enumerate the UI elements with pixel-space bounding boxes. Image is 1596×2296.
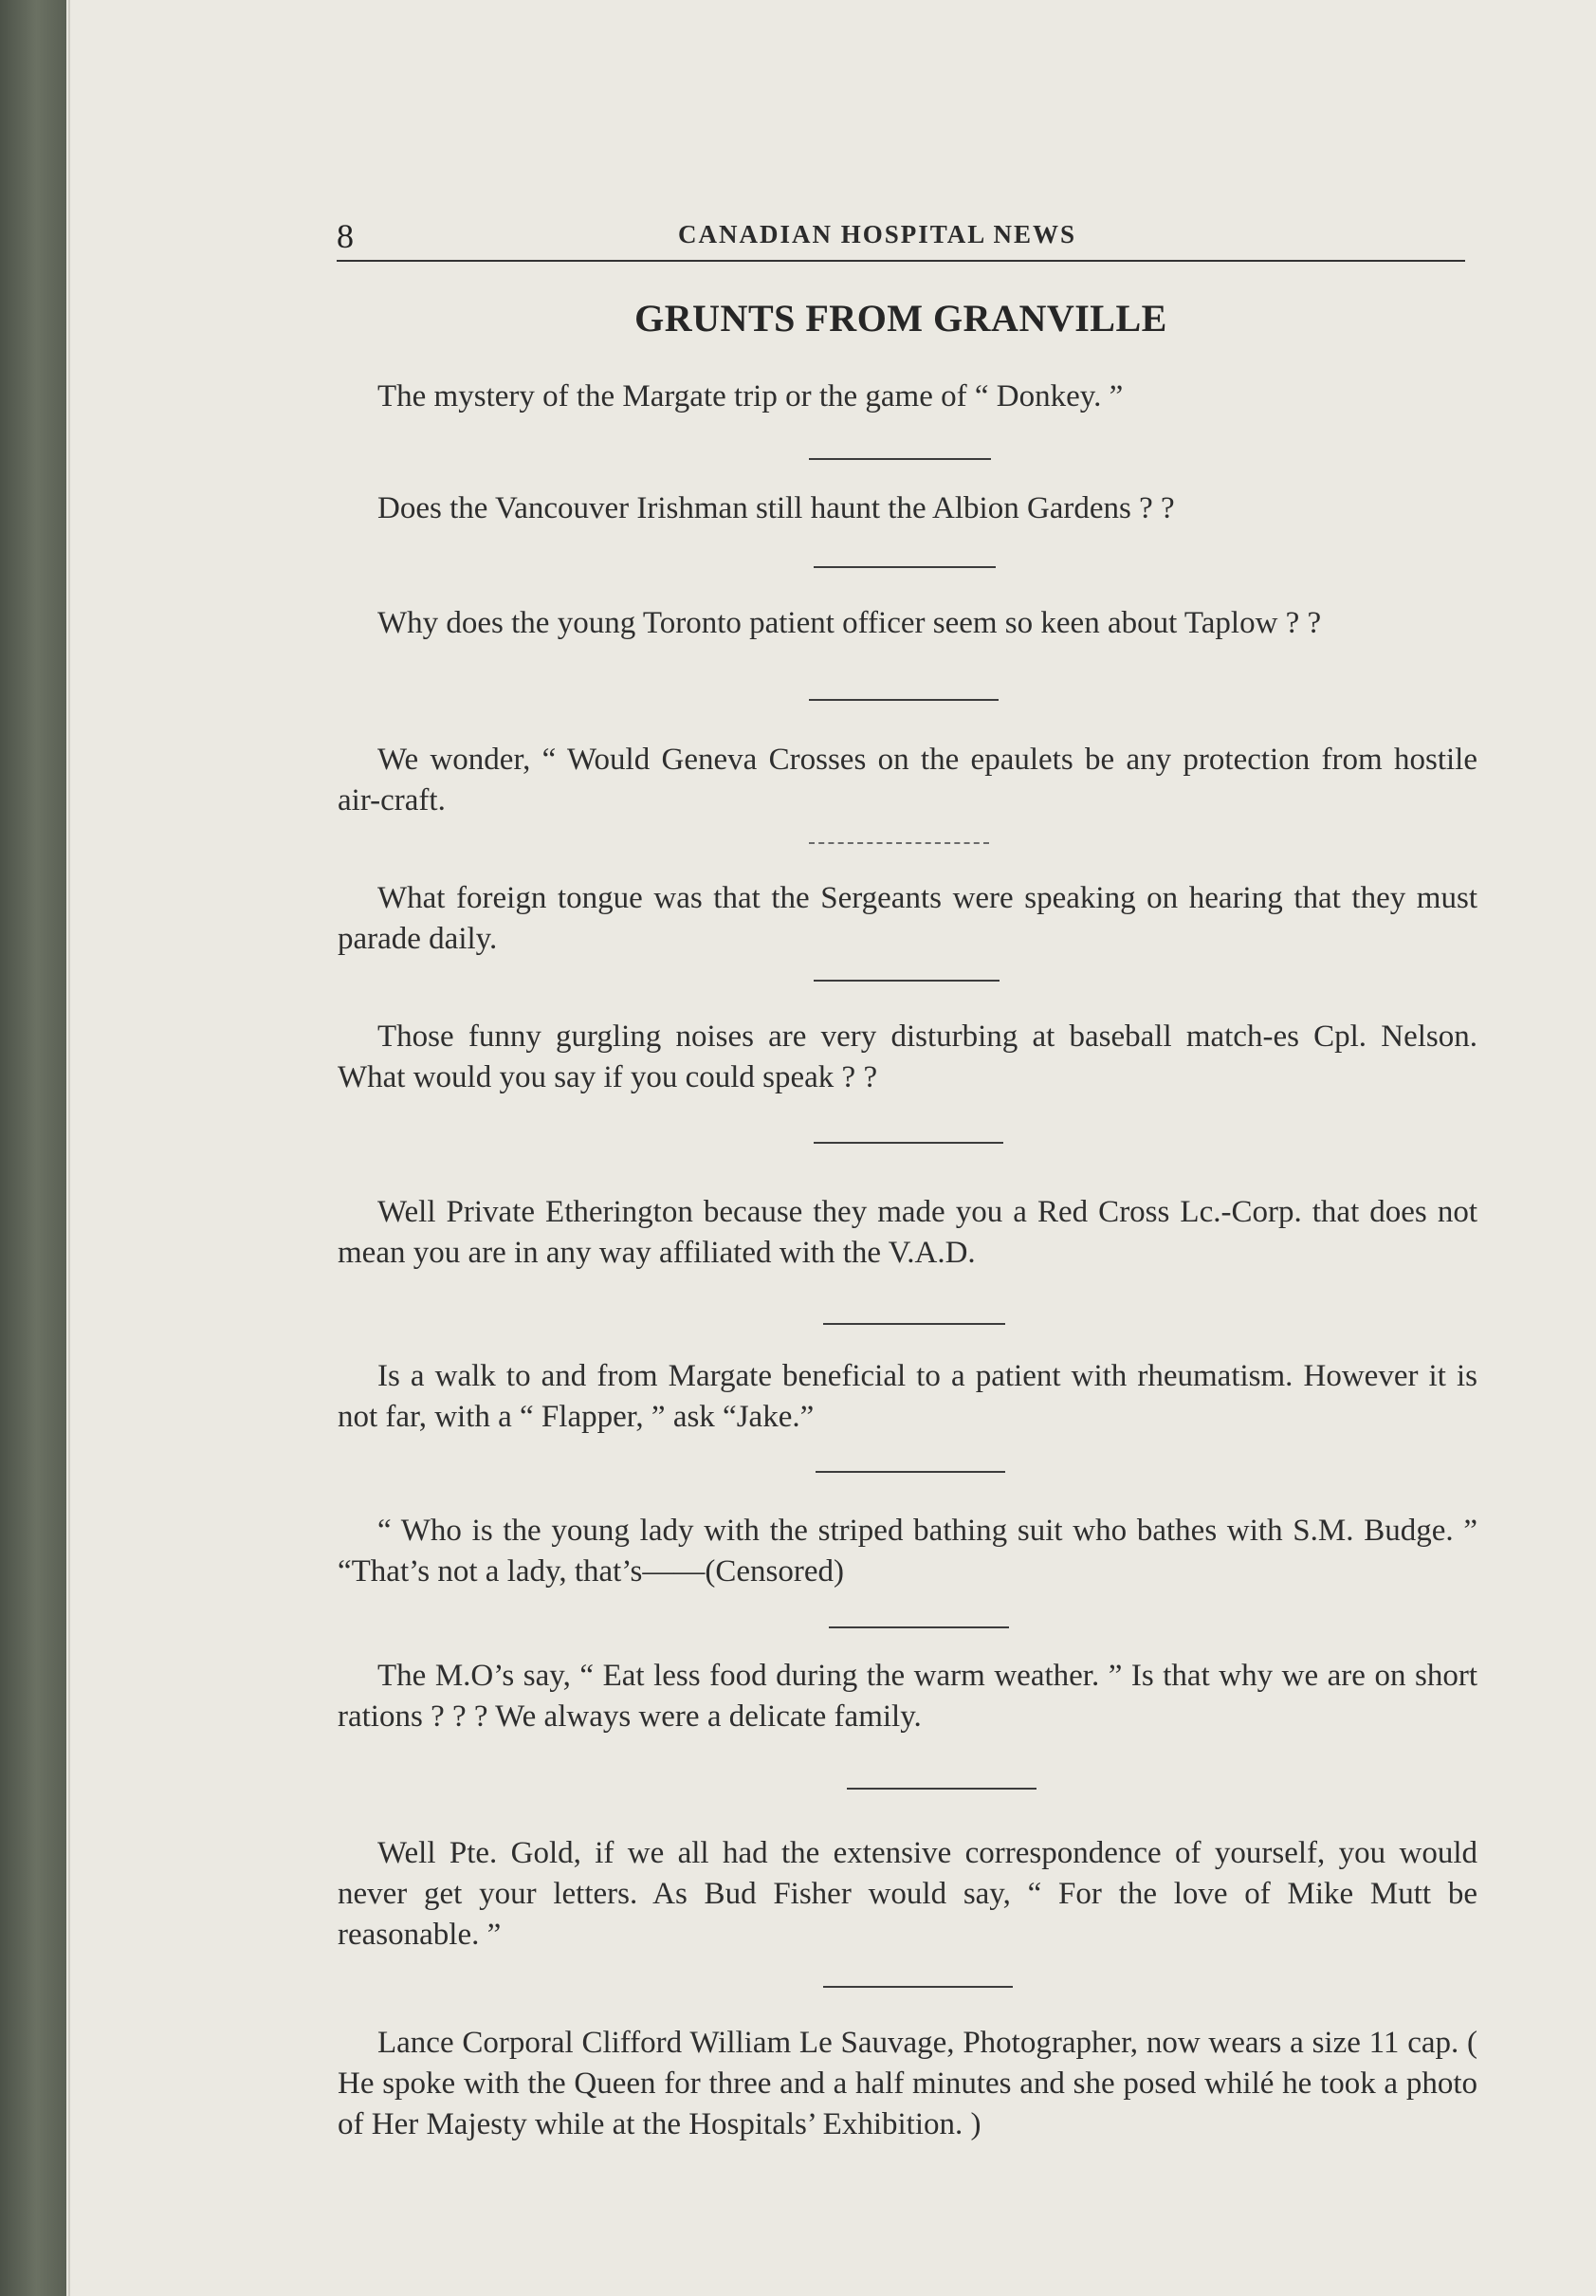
paragraph: The M.O’s say, “ Eat less food during the warm weather. ” Is that why we are on short rations ? ? ? We always were a delicate family. [338,1659,1477,1734]
page-number: 8 [337,217,354,255]
paragraph: Lance Corporal Clifford William Le Sauvage, Photographer, now wears a size 11 cap. ( He spoke with the Queen for three and a half minutes and she posed whilé he took a photo of Her Majesty while at the Hospitals’ Exhibition. ) [338,2026,1477,2141]
paragraph: What foreign tongue was that the Sergeants were speaking on hearing that they must parade daily. [338,881,1477,956]
divider [814,1142,1003,1144]
paragraph: Well Pte. Gold, if we all had the extensive correspondence of yourself, you would never get your letters. As Bud Fisher would say, “ For the love of Mike Mutt be reasonable. ” [338,1836,1477,1952]
paragraph: Why does the young Toronto patient officer seem so keen about Taplow ? ? [377,606,1322,640]
book-binding [0,0,66,2296]
divider [829,1626,1009,1628]
divider [809,458,991,460]
paragraph: Those funny gurgling noises are very disturbing at baseball match-es Cpl. Nelson. What would you say if you could speak ? ? [338,1019,1477,1094]
divider [823,1986,1013,1988]
page-header [337,212,1465,262]
paragraph: Is a walk to and from Margate beneficial to a patient with rheumatism. However it is not far, with a “ Flapper, ” ask “Jake.” [338,1359,1477,1434]
paragraph: Well Private Etherington because they made you a Red Cross Lc.-Corp. that does not mean you are in any way affiliated with the V.A.D. [338,1195,1477,1270]
paragraph: We wonder, “ Would Geneva Crosses on the epaulets be any protection from hostile air-craft. [338,743,1477,817]
divider [823,1323,1005,1325]
divider [814,980,1000,982]
divider [809,699,999,701]
divider [847,1788,1036,1790]
paragraph: Does the Vancouver Irishman still haunt the Albion Gardens ? ? [377,491,1175,525]
paragraph: The mystery of the Margate trip or the game of “ Donkey. ” [377,379,1124,413]
divider [814,566,996,568]
divider [809,842,989,844]
divider [816,1471,1005,1473]
running-title: CANADIAN HOSPITAL NEWS [678,220,1077,248]
paragraph: “ Who is the young lady with the striped bathing suit who bathes with S.M. Budge. ” “That’s not a lady, that’s——(Censored) [338,1514,1477,1589]
article-title: GRUNTS FROM GRANVILLE [634,297,1167,340]
